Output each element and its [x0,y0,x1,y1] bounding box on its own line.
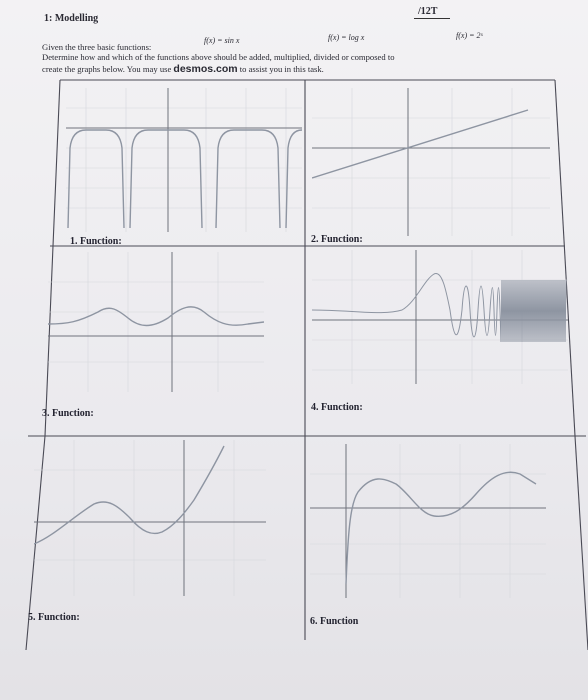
function-4-label: 4. Function: [311,402,363,413]
intro-given-text: Given the three basic functions: [42,42,152,52]
function-6-label: 6. Function [310,616,359,627]
graph-2 [312,88,550,236]
graph-6 [310,444,546,598]
graph-5 [34,440,266,596]
intro-desmos-pre: create the graphs below. You may use [42,64,174,74]
function-sin: f(x) = sin x [204,36,240,45]
function-1-label: 1. Function: [70,236,122,247]
score-label: /12T [418,6,438,17]
graph-1 [66,88,302,232]
section-title: 1: Modelling [44,13,99,24]
function-exp: f(x) = 2ˣ [456,31,483,40]
function-log: f(x) = log x [328,33,365,42]
intro-instruction-text: Determine how and which of the functions above should be added, multiplied, divided or composed to [42,52,395,62]
intro-desmos-post: to assist you in this task. [237,64,324,74]
desmos-link[interactable]: desmos.com [173,63,238,75]
graph-3 [48,252,264,392]
function-3-label: 3. Function: [42,408,94,419]
graph-4 [312,250,568,384]
function-2-label: 2. Function: [311,234,363,245]
function-5-label: 5. Function: [28,612,80,623]
